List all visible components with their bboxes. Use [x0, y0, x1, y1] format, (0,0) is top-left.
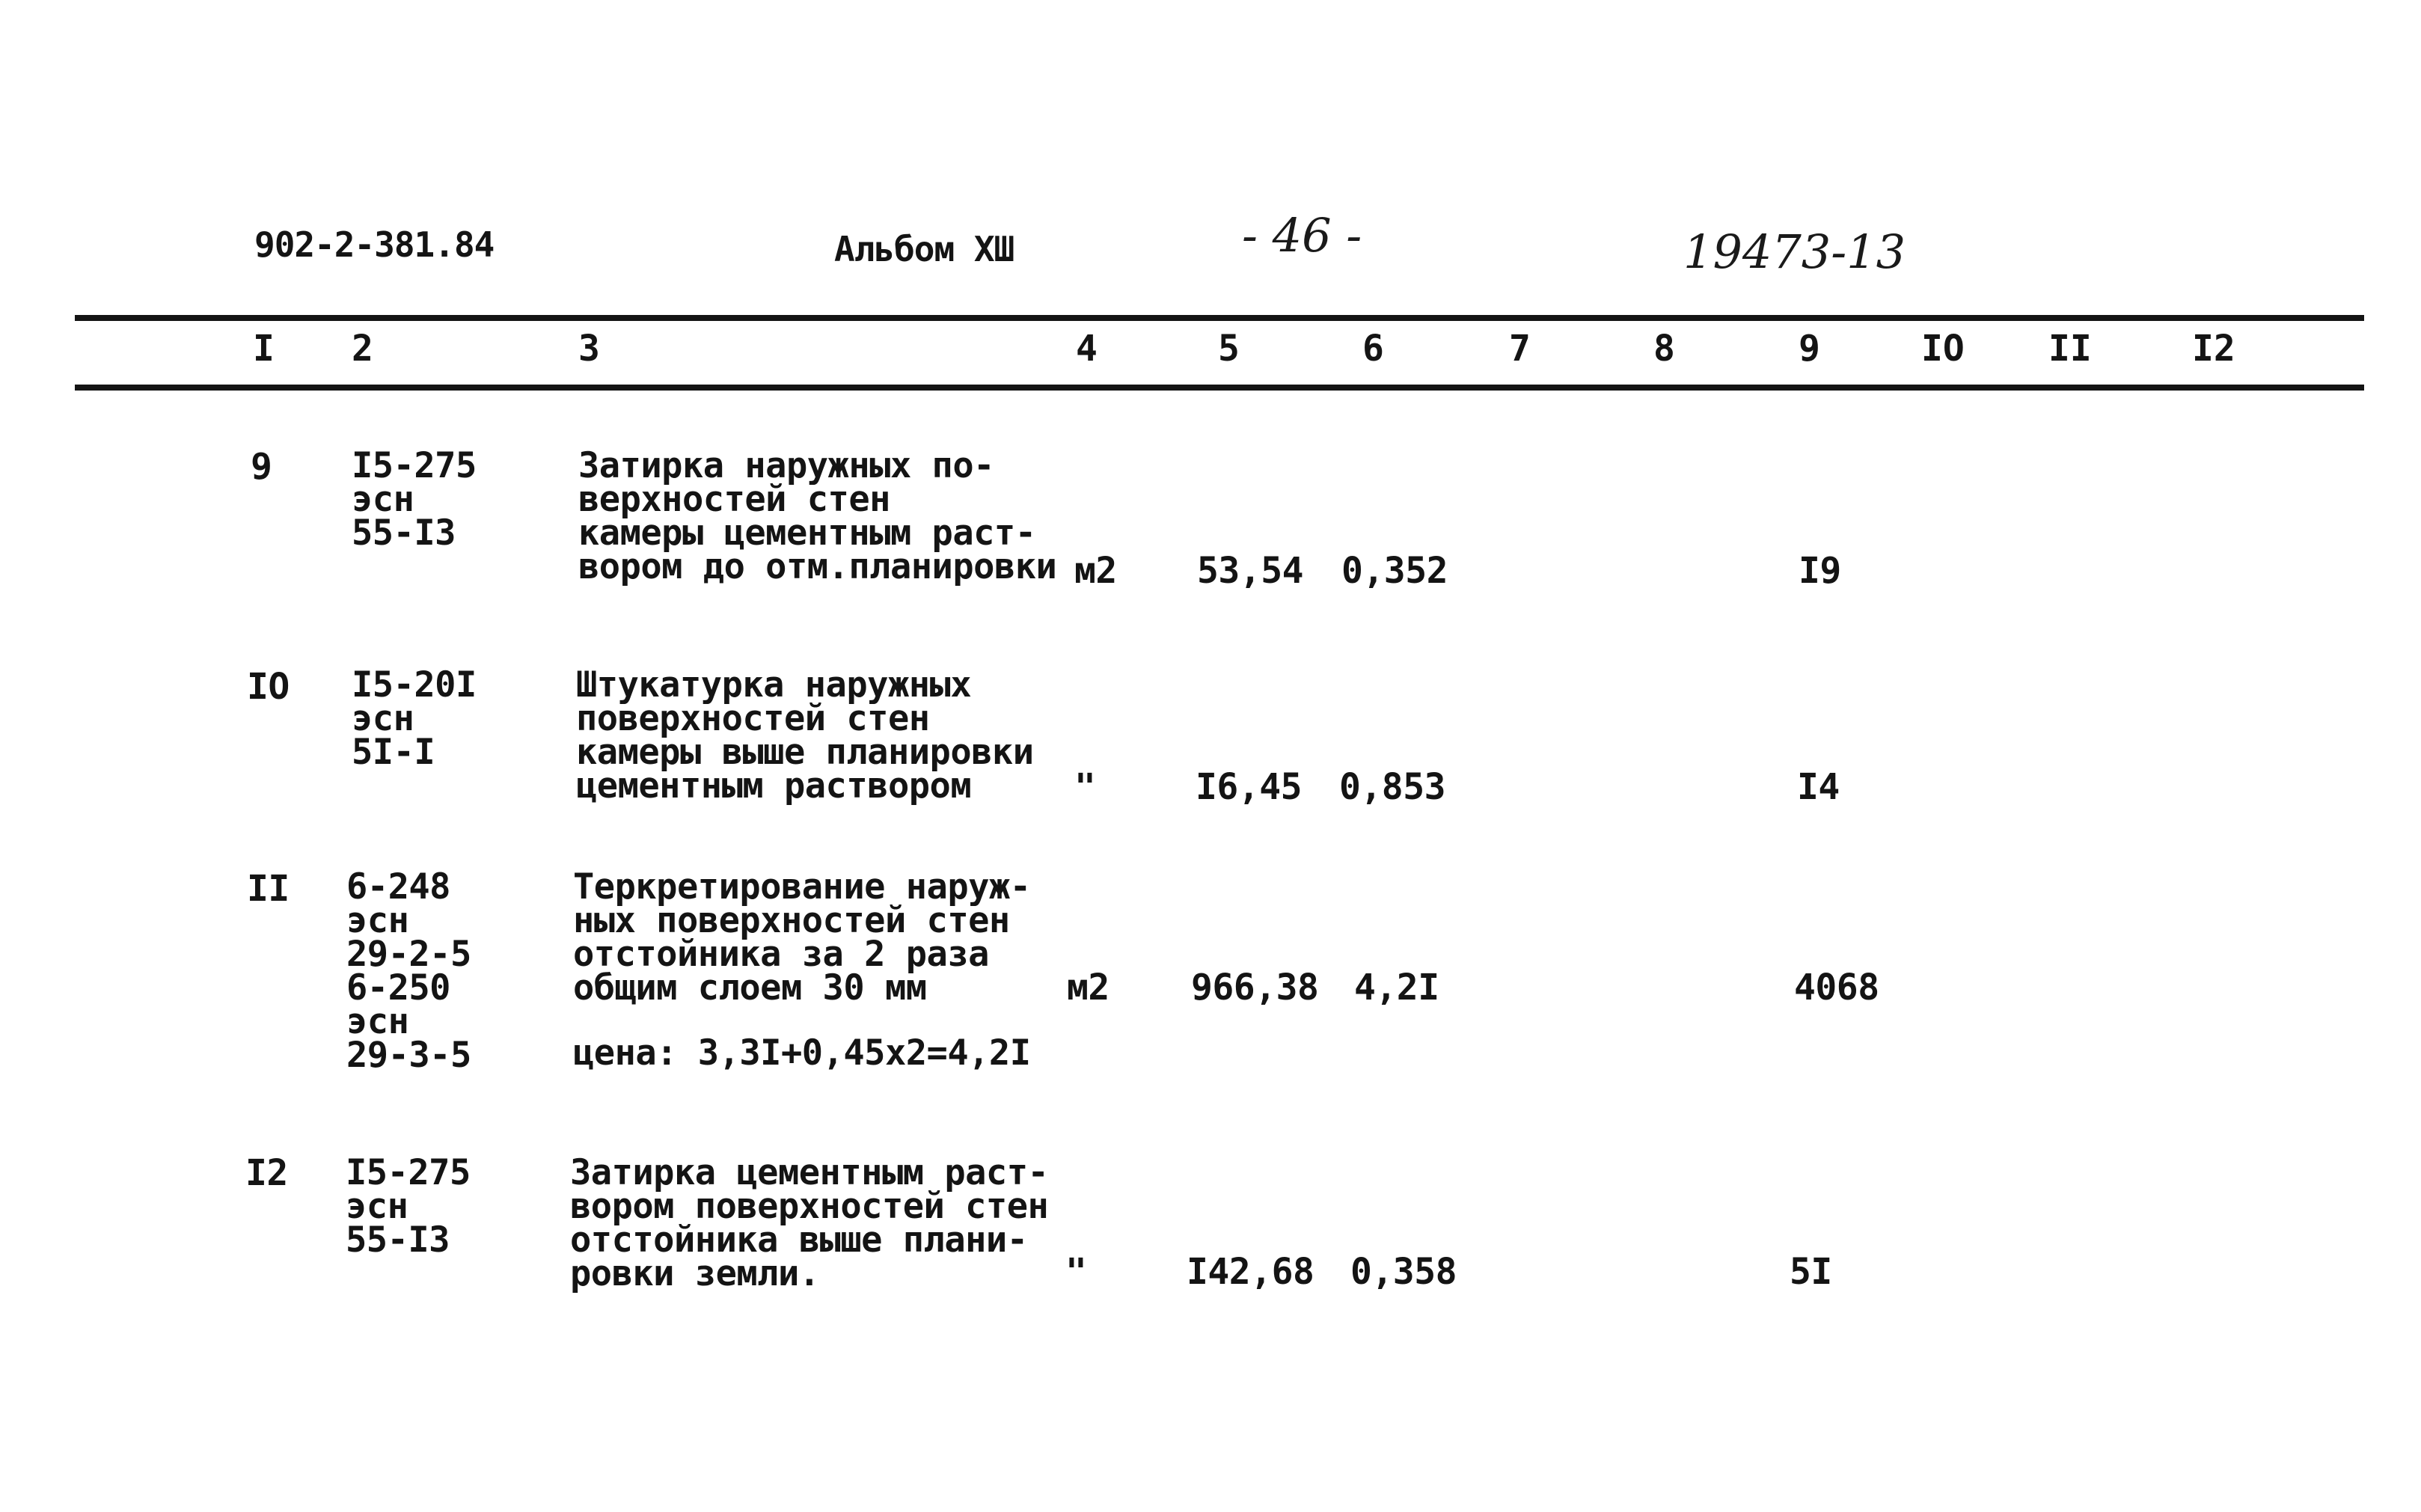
description-line: Теркретирование наруж- — [573, 866, 1031, 907]
page-number: - 46 - — [1242, 208, 1362, 263]
description-line: отстойника выше плани- — [570, 1219, 1028, 1261]
description-line: ровки земли. — [570, 1253, 820, 1294]
row-number: 9 — [251, 446, 272, 488]
norm-code-line: эсн — [352, 698, 414, 739]
header-top-rule — [75, 315, 2364, 321]
norm-code-line: 6-248 — [346, 866, 450, 907]
column-number: 3 — [578, 328, 600, 370]
description-line: камеры выше планировки — [576, 732, 1034, 773]
norm-code-line: 55-I3 — [346, 1219, 450, 1261]
row-number: II — [247, 868, 290, 910]
description-line: вором поверхностей стен — [570, 1186, 1049, 1227]
quantity: 53,54 — [1197, 550, 1303, 592]
column-number: I2 — [2192, 328, 2235, 370]
unit: м2 — [1067, 967, 1110, 1008]
unit-price: 0,853 — [1339, 766, 1445, 808]
norm-code-line: эсн — [346, 1186, 408, 1227]
unit-price: 0,358 — [1350, 1251, 1457, 1293]
doc-code: 902-2-381.84 — [254, 224, 495, 265]
work-description — [578, 445, 1057, 587]
column-9-value: 4068 — [1794, 967, 1879, 1008]
description-line: верхностей стен — [578, 479, 890, 520]
norm-code-line: 55-I3 — [352, 512, 456, 554]
column-9-value: I4 — [1797, 766, 1840, 808]
header-bottom-rule — [75, 385, 2364, 391]
column-number: 5 — [1218, 328, 1240, 370]
description-line: общим слоем 30 мм — [573, 967, 927, 1008]
norm-code-line: эсн — [346, 900, 409, 941]
work-description — [576, 664, 1034, 806]
description-line: поверхностей стен — [576, 698, 930, 739]
norm-code-line: 29-3-5 — [346, 1035, 471, 1076]
norm-code-line: эсн — [352, 479, 414, 520]
norm-code-line: 5I-I — [352, 732, 435, 773]
description-line: цементным раствором — [576, 765, 972, 806]
column-number: 8 — [1653, 328, 1675, 370]
archive-number: 19473-13 — [1683, 224, 1906, 279]
column-number: 4 — [1076, 328, 1098, 370]
column-9-value: I9 — [1799, 550, 1841, 592]
quantity: I42,68 — [1187, 1251, 1314, 1293]
norm-code-line: 6-250 — [346, 967, 450, 1008]
description-line: вором до отм.планировки — [578, 546, 1057, 587]
column-number: IO — [1921, 328, 1965, 370]
price-note — [573, 1032, 1031, 1074]
work-description — [570, 1152, 1049, 1294]
norm-code-line: I5-275 — [346, 1152, 471, 1193]
column-number: 7 — [1509, 328, 1531, 370]
unit-price: 0,352 — [1341, 550, 1448, 592]
column-number: I — [253, 328, 275, 370]
column-number: 9 — [1799, 328, 1820, 370]
norm-code — [352, 664, 477, 773]
norm-code-line: 29-2-5 — [346, 934, 471, 975]
column-number: 6 — [1362, 328, 1384, 370]
row-number: IO — [247, 666, 290, 708]
album-title: Альбом XШ — [834, 229, 1014, 269]
unit-price: 4,2I — [1354, 967, 1439, 1008]
norm-code — [352, 445, 477, 554]
unit: м2 — [1074, 550, 1117, 592]
description-line: отстойника за 2 раза — [573, 934, 989, 975]
norm-code-line: I5-20I — [352, 664, 477, 706]
column-number: II — [2048, 328, 2092, 370]
description-line: Затирка цементным раст- — [570, 1152, 1049, 1193]
description-line: Затирка наружных по- — [578, 445, 994, 486]
unit: " — [1065, 1251, 1087, 1293]
description-line: камеры цементным раст- — [578, 512, 1036, 554]
quantity: I6,45 — [1196, 766, 1302, 808]
description-line: Штукатурка наружных — [576, 664, 972, 706]
norm-code — [346, 866, 471, 1076]
norm-code-line: I5-275 — [352, 445, 477, 486]
column-9-value: 5I — [1790, 1251, 1832, 1293]
unit: " — [1074, 766, 1096, 808]
quantity: 966,38 — [1191, 967, 1319, 1008]
norm-code-line: эсн — [346, 1001, 409, 1042]
description-line: ных поверхностей стен — [573, 900, 1010, 941]
column-number: 2 — [352, 328, 373, 370]
row-number: I2 — [245, 1152, 288, 1194]
norm-code — [346, 1152, 471, 1261]
price-note-line: цена: 3,3I+0,45х2=4,2I — [573, 1032, 1031, 1074]
work-description — [573, 866, 1031, 1008]
